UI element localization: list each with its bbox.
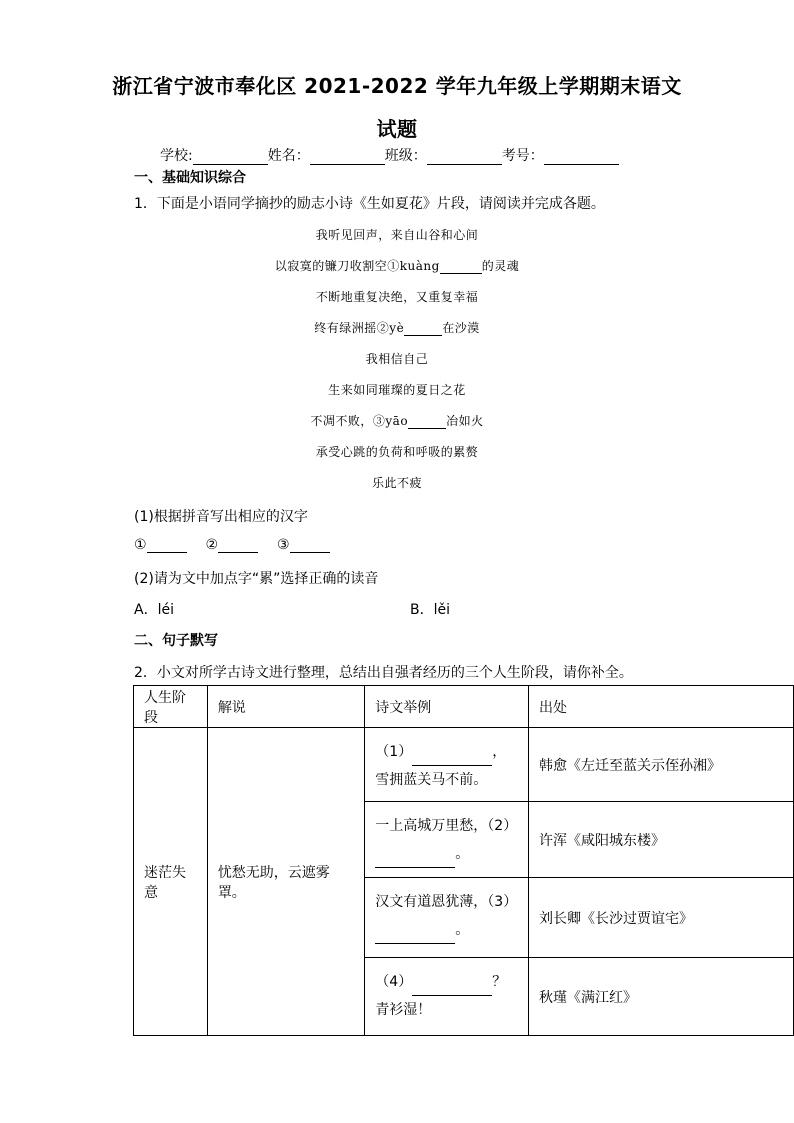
stage-cell: 迷茫失意 [134, 728, 208, 1036]
source-cell-2: 许浑《咸阳城东楼》 [529, 802, 794, 878]
source-cell-4: 秋瑾《满江红》 [529, 958, 794, 1036]
fill-blank-3[interactable] [375, 929, 455, 944]
sub-question-2: (2)请为文中加点字“累”选择正确的读音 [134, 571, 379, 587]
poem-line-2: 以寂寞的镰刀收割空①kuàng 的灵魂 [274, 259, 520, 273]
example-cell-1: （1） ，雪拥蓝关马不前。 [365, 728, 529, 802]
example-cell-4: （4） ？青衫湿！ [365, 958, 529, 1036]
fill-blank-1[interactable] [412, 751, 492, 766]
page-title: 浙江省宁波市奉化区 2021-2022 学年九年级上学期期末语文 [112, 74, 682, 98]
section-heading-basics: 一、基础知识综合 [134, 170, 246, 186]
answer-blank-1[interactable] [440, 261, 482, 274]
table-row [134, 728, 794, 802]
class-field[interactable] [427, 150, 502, 165]
poem-line-1: 我听见回声，来自山谷和心间 [315, 228, 479, 242]
example-cell-2: 一上高城万里愁，（2） 。 [365, 802, 529, 878]
poem-line-5: 我相信自己 [365, 352, 429, 366]
answer-blank-2[interactable] [404, 323, 442, 336]
pinyin-answer-3[interactable] [290, 538, 330, 553]
pinyin-answer-row: ① ② ③ [134, 537, 330, 553]
source-cell-1: 韩愈《左迁至蓝关示侄孙湘》 [529, 728, 794, 802]
poem-line-3: 不断地重复决绝，又重复幸福 [315, 290, 479, 304]
header-explain: 解说 [207, 686, 364, 728]
option-b[interactable]: B．lěi [410, 602, 450, 618]
section-heading-recitation: 二、句子默写 [134, 633, 218, 649]
school-label: 学校: [160, 148, 193, 164]
header-stage: 人生阶段 [134, 686, 208, 728]
table-header-row [134, 686, 794, 728]
option-a[interactable]: A．léi [134, 602, 174, 618]
fill-blank-2[interactable] [375, 853, 455, 868]
source-cell-3: 刘长卿《长沙过贾谊宅》 [529, 878, 794, 958]
question-2-text: 2．小文对所学古诗文进行整理，总结出自强者经历的三个人生阶段，请你补全。 [134, 665, 633, 681]
student-info-line [160, 145, 619, 165]
header-example: 诗文举例 [365, 686, 529, 728]
sub-question-1: (1)根据拼音写出相应的汉字 [134, 509, 308, 525]
question-1-text: 1．下面是小语同学摘抄的励志小诗《生如夏花》片段，请阅读并完成各题。 [134, 196, 605, 212]
poem-line-8: 承受心跳的负荷和呼吸的累赘 [315, 445, 479, 459]
name-field[interactable] [310, 150, 385, 165]
exam-no-field[interactable] [544, 150, 619, 165]
name-label: 姓名： [267, 148, 310, 164]
example-cell-3: 汉文有道恩犹薄，（3） 。 [365, 878, 529, 958]
class-label: 班级： [384, 148, 427, 164]
pinyin-answer-1[interactable] [147, 538, 187, 553]
poem-line-7: 不凋不败，③yāo 冶如火 [310, 414, 484, 428]
poem-line-6: 生来如同璀璨的夏日之花 [328, 383, 466, 397]
poetry-table [133, 685, 794, 1036]
header-source: 出处 [529, 686, 794, 728]
pinyin-answer-2[interactable] [218, 538, 258, 553]
explain-cell: 忧愁无助，云遮雾罩。 [207, 728, 364, 1036]
answer-blank-3[interactable] [408, 416, 446, 429]
page-title-line2: 试题 [376, 117, 418, 141]
poem-line-9: 乐此不疲 [371, 476, 422, 490]
poem-line-4: 终有绿洲摇②yè 在沙漠 [314, 321, 480, 335]
exam-no-label: 考号： [501, 148, 544, 164]
fill-blank-4[interactable] [412, 981, 492, 996]
school-field[interactable] [193, 150, 268, 165]
